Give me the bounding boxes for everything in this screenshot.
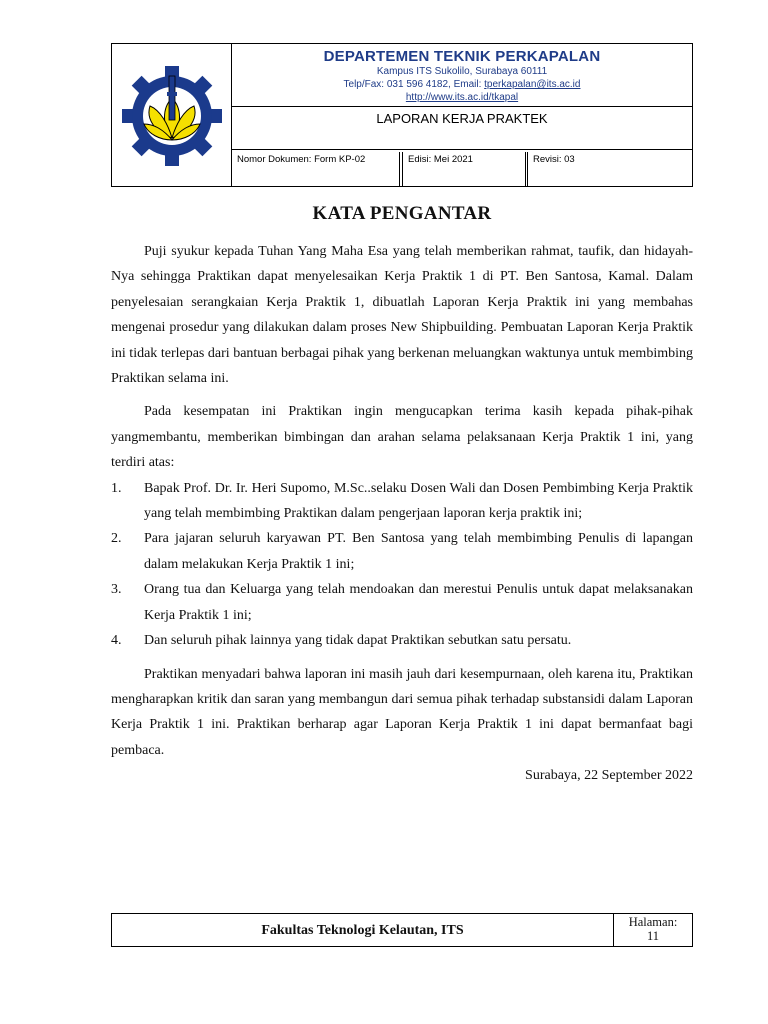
contact-line <box>232 78 692 91</box>
report-title: LAPORAN KERJA PRAKTEK <box>232 107 692 150</box>
list-number: 4. <box>111 633 122 649</box>
signature-date: Surabaya, 22 September 2022 <box>525 768 693 784</box>
list-number: 1. <box>111 480 122 496</box>
document-footer <box>111 913 693 947</box>
doc-number: Nomor Dokumen: Form KP-02 <box>232 152 400 186</box>
page-number-cell <box>614 914 692 947</box>
website-link[interactable]: http://www.its.ac.id/tkapal <box>405 92 519 103</box>
list-item <box>111 526 693 577</box>
list-text: Orang tua dan Keluarga yang telah mendoakan dan merestui Penulis untuk dapat melaksanakan Kerja Praktik 1 ini; <box>144 582 693 623</box>
page-number: 11 <box>646 929 660 943</box>
doc-edition: Edisi: Mei 2021 <box>402 152 526 186</box>
list-item <box>111 628 693 653</box>
document-header <box>111 43 693 187</box>
doc-revision: Revisi: 03 <box>527 152 692 186</box>
department-name: DEPARTEMEN TEKNIK PERKAPALAN <box>323 48 601 65</box>
email-link[interactable]: tperkapalan@its.ac.id <box>484 79 581 90</box>
website-line <box>232 91 692 104</box>
contact-prefix: Telp/Fax: 031 596 4182, Email: <box>343 79 485 90</box>
paragraph-closing: Praktikan menyadari bahwa laporan ini masih jauh dari kesempurnaan, oleh karena itu, Praktikan mengharapkan kritik dan saran yang membangun dari semua pihak terhadap substansidi dalam Laporan Kerja Praktik 1 ini. Praktikan berharap agar Laporan Kerja Praktik 1 ini dapat bermanfaat bagi pembaca. <box>111 666 693 758</box>
thanks-list <box>111 476 693 654</box>
list-text: Bapak Prof. Dr. Ir. Heri Supomo, M.Sc..selaku Dosen Wali dan Dosen Pembimbing Kerja Praktik yang telah membimbing Praktikan dalam pengerjaan laporan kerja praktik ini; <box>144 480 693 522</box>
paragraph-intro: Puji syukur kepada Tuhan Yang Maha Esa yang telah memberikan rahmat, taufik, dan hidayah-Nya sehingga Praktikan dapat menyelesaikan Kerja Praktik 1 di PT. Ben Santosa, Kamal. Dalam penyelesaian serangkaian Kerja Praktik 1, dibuatlah Laporan Kerja Praktik ini yang membahas mengenai prosedur yang dilakukan dalam proses New Shipbuilding. Pembuatan Laporan Kerja Praktik ini tidak terlepas dari bantuan berbagai pihak yang berkenan meluangkan waktunya untuk membimbing Praktikan selama ini. <box>111 244 693 387</box>
faculty-name: Fakultas Teknologi Kelautan, ITS <box>112 914 614 946</box>
list-number: 3. <box>111 582 122 598</box>
page-label: Halaman: <box>628 915 678 929</box>
list-text: Para jajaran seluruh karyawan PT. Ben Santosa yang telah membimbing Penulis di lapangan dalam melakukan Kerja Praktik 1 ini; <box>144 531 693 572</box>
list-text: Dan seluruh pihak lainnya yang tidak dapat Praktikan sebutkan satu persatu. <box>144 633 572 649</box>
list-item <box>111 476 693 527</box>
logo-cell <box>112 44 232 186</box>
page-title: KATA PENGANTAR <box>312 203 492 224</box>
list-number: 2. <box>111 531 122 547</box>
list-item <box>111 577 693 628</box>
campus-address: Kampus ITS Sukolilo, Surabaya 60111 <box>376 66 548 77</box>
page-content <box>111 239 693 789</box>
department-info <box>232 44 692 107</box>
paragraph-thanks: Pada kesempatan ini Praktikan ingin mengucapkan terima kasih kepada pihak-pihak yangmembantu, memberikan bimbingan dan arahan selama pelaksanaan Kerja Praktik 1 ini, yang terdiri atas: <box>111 404 693 471</box>
its-logo-icon <box>118 62 226 170</box>
